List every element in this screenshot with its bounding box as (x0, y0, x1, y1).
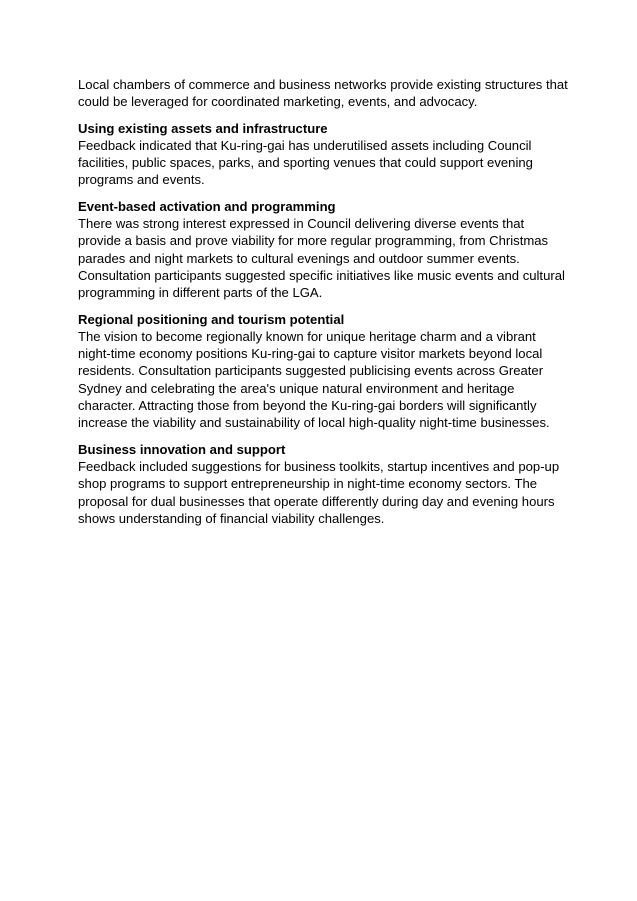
section-body: There was strong interest expressed in Council delivering diverse events that provide a basis and prove viability for more regular programming, from Christmas parades and night markets to cultural evenings and outdoor summer events. Consultation participants suggested specific initiatives like music events and cultural programming in different parts of the LGA. (78, 216, 565, 301)
intro-paragraph: Local chambers of commerce and business networks provide existing structures that could be leveraged for coordinated marketing, events, and advocacy. (78, 77, 568, 110)
section-body: The vision to become regionally known for unique heritage charm and a vibrant night-time economy positions Ku-ring-gai to capture visitor markets beyond local residents. Consultation participants suggested publicising events across Greater Sydney and celebrating the area's unique natural environment and heritage character. Attracting those from beyond the Ku-ring-gai borders will significantly increase the viability and sustainability of local high-quality night-time businesses. (78, 328, 550, 431)
section-heading: Using existing assets and infrastructure (78, 120, 328, 136)
section-heading: Regional positioning and tourism potential (78, 311, 345, 327)
section-body: Feedback indicated that Ku-ring-gai has underutilised assets including Council facilities, public spaces, parks, and sporting venues that could support evening programs and events. (78, 137, 533, 188)
section-business-innovation (78, 441, 568, 527)
section-existing-assets (78, 120, 568, 189)
section-heading: Event-based activation and programming (78, 198, 336, 214)
section-regional-positioning (78, 311, 568, 432)
document-page (78, 76, 568, 527)
section-body: Feedback included suggestions for business toolkits, startup incentives and pop-up shop programs to support entrepreneurship in night-time economy sectors. The proposal for dual businesses that operate differently during day and evening hours shows understanding of financial viability challenges. (78, 458, 560, 526)
section-event-activation (78, 198, 568, 302)
section-heading: Business innovation and support (78, 441, 286, 457)
